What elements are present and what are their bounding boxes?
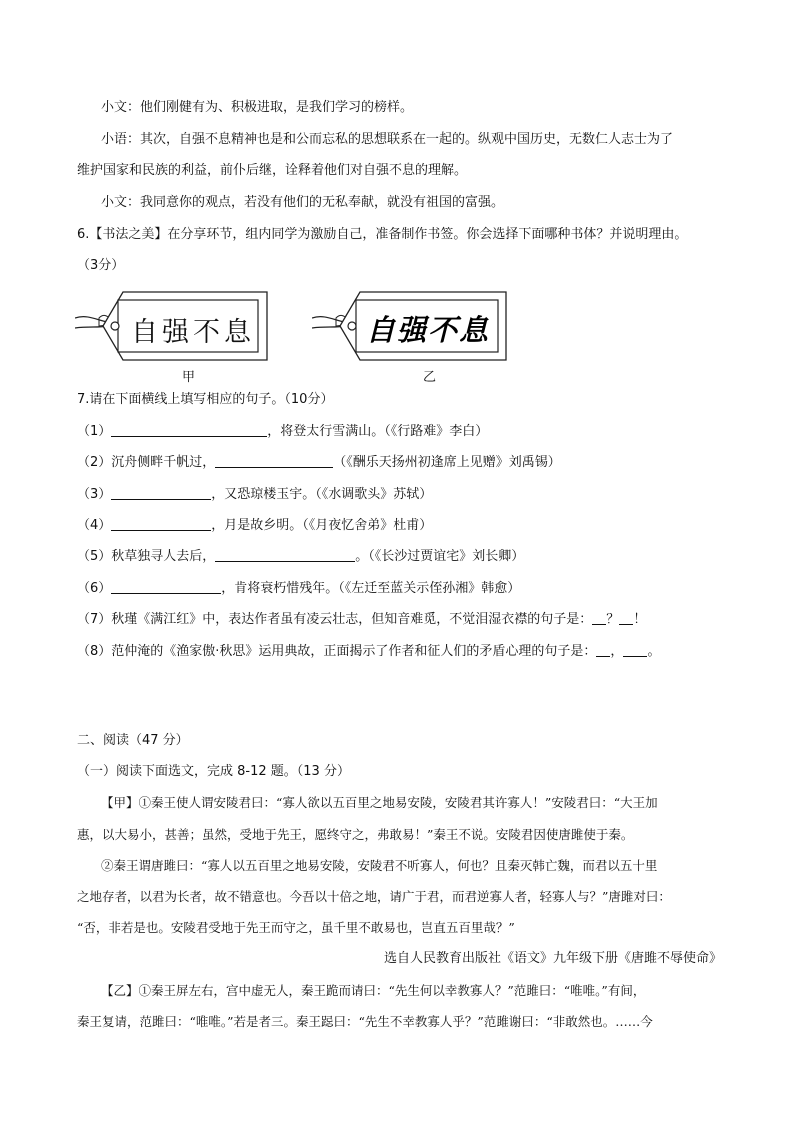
- q7-item-4: [77, 517, 432, 535]
- q7-item-8: [77, 643, 660, 661]
- bookmark-b-caption: 乙: [423, 370, 437, 385]
- bookmark-a: [75, 290, 275, 362]
- section-2-subtitle: （一）阅读下面选文，完成 8-12 题。（13 分）: [77, 764, 350, 779]
- passage-a-line-3: ②秦王谓唐雎曰：“寡人以五百里之地易安陵，安陵君不听寡人，何也？且秦灭韩亡魏，而君以五十里: [101, 858, 658, 873]
- q7-item-text: 。（《长沙过贾谊宅》刘长卿）: [355, 549, 525, 564]
- answer-blank[interactable]: [111, 517, 211, 531]
- q7-item-7: [77, 611, 646, 629]
- passage-a-line-2: 惠，以大易小，甚善；虽然，受地于先王，愿终守之，弗敢易！”秦王不说。安陵君因使唐雎使于秦。: [77, 827, 634, 842]
- answer-blank[interactable]: [215, 548, 355, 562]
- q7-item-number: （2）: [77, 455, 112, 470]
- answer-blank[interactable]: [111, 423, 267, 437]
- q7-item-2: [77, 454, 561, 472]
- q7-item-text: ！: [633, 612, 647, 627]
- passage-a-line-4: 之地存者，以君为长者，故不错意也。今吾以十倍之地，请广于君，而君逆寡人者，轻寡人与？”唐雎对曰：: [77, 889, 671, 904]
- q7-item-prefix: 沉舟侧畔千帆过，: [111, 455, 216, 470]
- q7-item-text: （《酬乐天扬州初逢席上见赠》刘禹锡）: [333, 455, 561, 470]
- answer-blank[interactable]: [215, 454, 333, 468]
- dialogue-line-2: 小语：其次，自强不息精神也是和公而忘私的思想联系在一起的。纵观中国历史，无数仁人志士为了: [101, 132, 674, 147]
- answer-blank[interactable]: [623, 643, 647, 657]
- bookmark-a-text: 自强不息: [131, 317, 255, 348]
- answer-blank[interactable]: [596, 643, 610, 657]
- passage-a-source: 选自人民教育出版社《语文》九年级下册《唐雎不辱使命》: [383, 951, 722, 966]
- dialogue-line-1: 小文：他们刚健有为、积极进取，是我们学习的榜样。: [101, 100, 414, 115]
- passage-b-line-1: 【乙】①秦王屏左右，宫中虚无人，秦王跪而请曰：“先生何以幸教寡人？”范雎曰：“唯唯。”有间，: [101, 983, 646, 998]
- question-6: 6.【书法之美】在分享环节，组内同学为激励自己，准备制作书签。你会选择下面哪种书体？并说明理由。: [77, 227, 688, 242]
- q7-item-number: （7）: [77, 612, 112, 627]
- q7-item-number: （6）: [77, 581, 112, 596]
- answer-blank[interactable]: [619, 611, 633, 625]
- q7-item-mid: ，: [610, 644, 624, 659]
- q7-item-number: （3）: [77, 487, 112, 502]
- q7-item-6: [77, 580, 520, 598]
- question-6-score: （3分）: [77, 258, 125, 273]
- bookmark-b: [312, 290, 512, 362]
- q7-item-3: [77, 486, 432, 504]
- q7-item-5: [77, 548, 524, 566]
- dialogue-line-4: 小文：我同意你的观点，若没有他们的无私奉献，就没有祖国的富强。: [101, 195, 505, 210]
- q7-item-number: （4）: [77, 518, 112, 533]
- passage-a-line-1: 【甲】①秦王使人谓安陵君曰：“寡人欲以五百里之地易安陵，安陵君其许寡人！”安陵君曰：“大王加: [101, 795, 658, 810]
- bookmark-b-text: 自强不息: [366, 313, 491, 347]
- q7-item-mid: ？: [606, 612, 620, 627]
- q7-item-text: 。: [647, 644, 661, 659]
- q7-item-number: （8）: [77, 644, 112, 659]
- q7-item-1: [77, 423, 488, 441]
- q7-item-number: （1）: [77, 424, 112, 439]
- answer-blank[interactable]: [111, 580, 221, 594]
- q7-item-text: ，月是故乡明。（《月夜忆舍弟》杜甫）: [211, 518, 433, 533]
- q7-item-prefix: 秋草独寻人去后，: [111, 549, 216, 564]
- bookmark-a-caption: 甲: [182, 370, 196, 385]
- question-7-title: 7.请在下面横线上填写相应的句子。（10分）: [77, 392, 334, 407]
- q7-item-prefix: 范仲淹的《渔家傲·秋思》运用典故，正面揭示了作者和征人们的矛盾心理的句子是：: [111, 644, 597, 659]
- passage-a-line-5: “否，非若是也。安陵君受地于先王而守之，虽千里不敢易也，岂直五百里哉？”: [77, 920, 515, 935]
- passage-b-line-2: 秦王复请，范雎曰：“唯唯。”若是者三。秦王跽曰：“先生不幸教寡人乎？”范雎谢曰：“非敢然也。……今: [77, 1014, 653, 1029]
- q7-item-text: ，又恐琼楼玉宇。（《水调歌头》苏轼）: [211, 487, 433, 502]
- section-2-title: 二、阅读（47 分）: [77, 733, 189, 748]
- answer-blank[interactable]: [592, 611, 606, 625]
- q7-item-text: ，肯将衰朽惜残年。（《左迁至蓝关示侄孙湘》韩愈）: [221, 581, 521, 596]
- q7-item-prefix: 秋瑾《满江红》中，表达作者虽有凌云壮志，但知音难觅，不觉泪湿衣襟的句子是：: [111, 612, 593, 627]
- answer-blank[interactable]: [111, 486, 211, 500]
- dialogue-line-3: 维护国家和民族的利益，前仆后继，诠释着他们对自强不息的理解。: [77, 163, 468, 178]
- q7-item-number: （5）: [77, 549, 112, 564]
- q7-item-text: ，将登太行雪满山。（《行路难》李白）: [267, 424, 489, 439]
